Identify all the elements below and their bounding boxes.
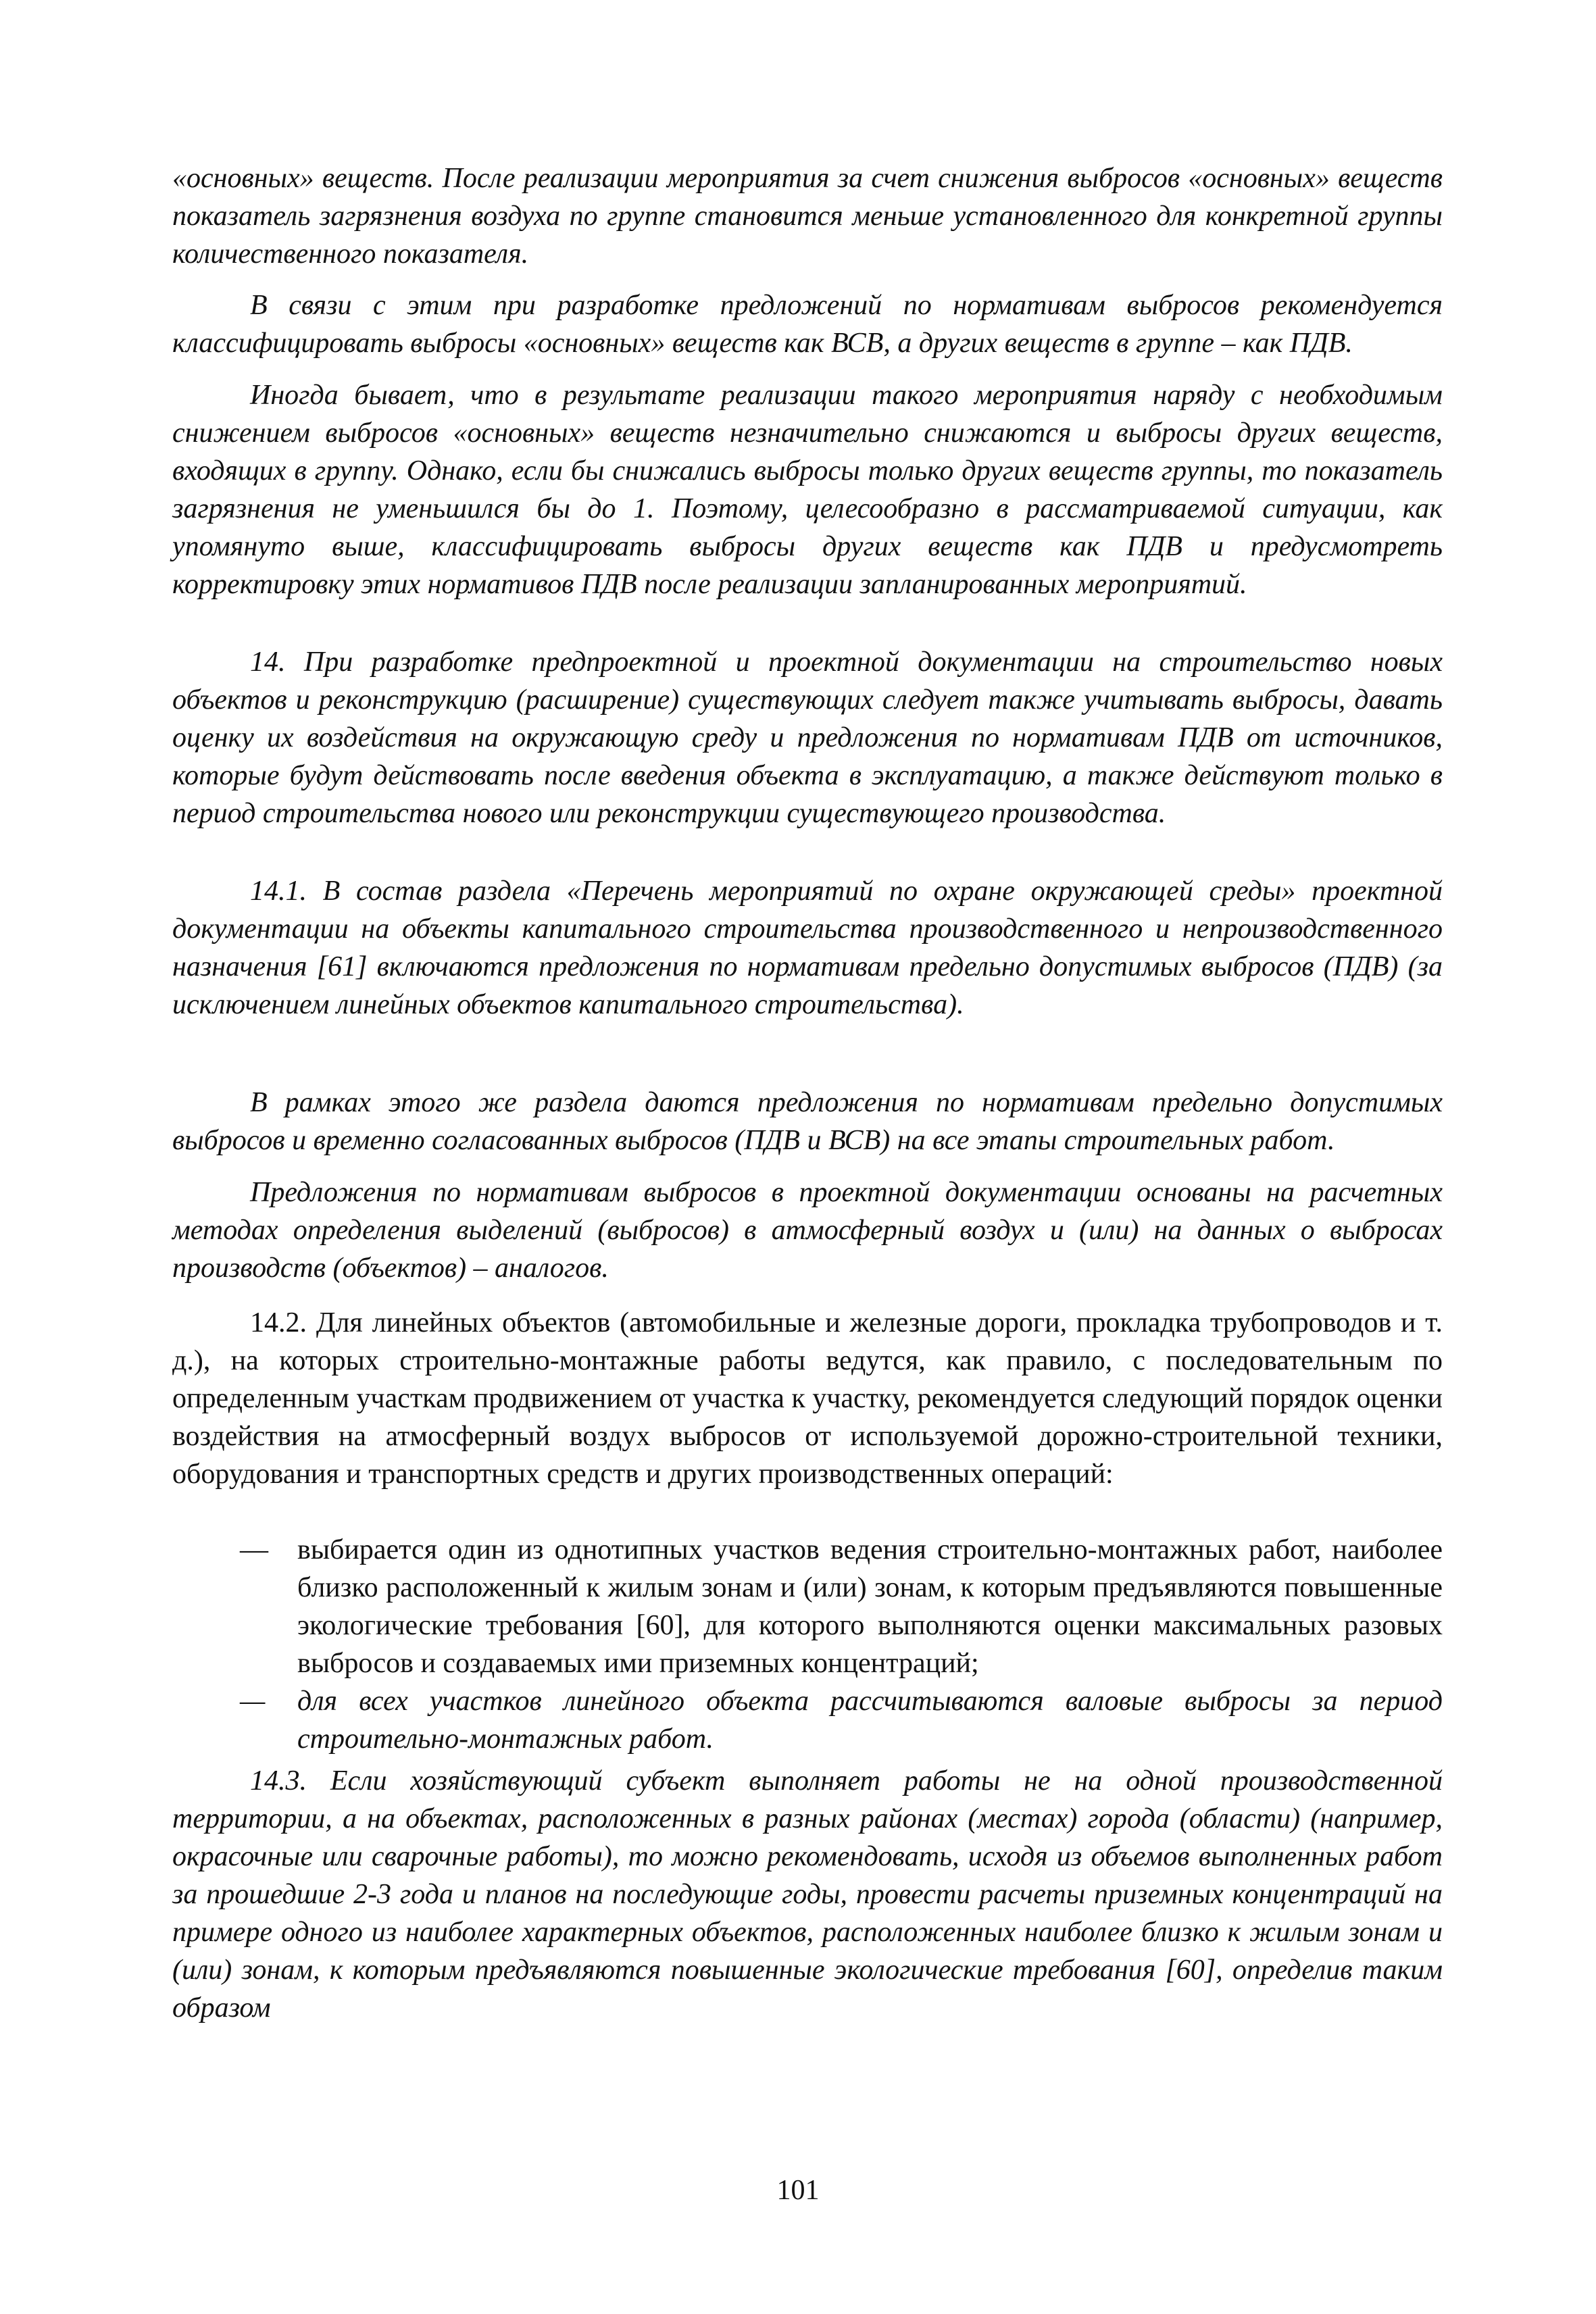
paragraph-text: 14. При разработке предпроектной и проектной документации на строительство новых объектов и реконструкцию (расширение) существующих следует также учитывать выбросы, давать оценку их воздействия на окружающую среду и предложения по нормативам ПДВ от источников, которые будут действовать после введения объекта в эксплуатацию, а также действуют только в период строительства нового или реконструкции существующего производства.: [172, 647, 1443, 829]
bullet-dash: —: [240, 1534, 268, 1565]
paragraph-text: «основных» веществ. После реализации мероприятия за счет снижения выбросов «основных» веществ показатель загрязнения воздуха по группе становится меньше установленного для конкретной группы количественного показателя.: [172, 163, 1443, 270]
paragraph-text: Иногда бывает, что в результате реализации такого мероприятия наряду с необходимым снижением выбросов «основных» веществ незначительно снижаются и выбросы других веществ, входящих в группу. Однако, если бы снижались выбросы только других веществ группы, то показатель загрязнения не уменьшился бы до 1. Поэтому, целесообразно в рассматриваемой ситуации, как упомянуто выше, классифицировать выбросы других веществ как ПДВ и предусмотреть корректировку этих нормативов ПДВ после реализации запланированных мероприятий.: [172, 380, 1443, 600]
paragraph-section-14: [172, 643, 1443, 832]
paragraph-text: В рамках этого же раздела даются предложения по нормативам предельно допустимых выбросов и временно согласованных выбросов (ПДВ и ВСВ) на все этапы строительных работ.: [172, 1087, 1443, 1156]
paragraph-text: В связи с этим при разработке предложений по нормативам выбросов рекомендуется классифицировать выбросы «основных» веществ как ВСВ, а других веществ в группе – как ПДВ.: [172, 290, 1443, 359]
paragraph-section-14-1: [172, 872, 1443, 1024]
paragraph-pdv-vsv: [172, 1084, 1443, 1159]
paragraph-classification: [172, 286, 1443, 362]
bullet-list: [172, 1531, 1443, 1758]
list-item: [172, 1531, 1443, 1682]
page-number: 101: [776, 2175, 820, 2206]
paragraph-text: Предложения по нормативам выбросов в проектной документации основаны на расчетных методах определения выделений (выбросов) в атмосферный воздух и (или) на данных о выбросах производств (объектов) – аналогов.: [172, 1177, 1443, 1284]
paragraph-section-14-2: [172, 1304, 1443, 1493]
paragraph-text: 14.2. Для линейных объектов (автомобильные и железные дороги, прокладка трубопроводов и т. д.), на которых строительно-монтажные работы ведутся, как правило, с последовательным по определенным участкам продвижением от участка к участку, рекомендуется следующий порядок оценки воздействия на атмосферный воздух выбросов от используемой дорожно-строительной техники, оборудования и транспортных средств и других производственных операций:: [172, 1307, 1443, 1490]
bullet-text: для всех участков линейного объекта рассчитываются валовые выбросы за период строительно-монтажных работ.: [297, 1686, 1443, 1755]
paragraph-proposals: [172, 1174, 1443, 1287]
paragraph-text: 14.1. В состав раздела «Перечень мероприятий по охране окружающей среды» проектной документации на объекты капитального строительства производственного и непроизводственного назначения [61] включаются предложения по нормативам предельно допустимых выбросов (ПДВ) (за исключением линейных объектов капитального строительства).: [172, 876, 1443, 1020]
bullet-dash: —: [240, 1686, 266, 1717]
paragraph-text: 14.3. Если хозяйствующий субъект выполняет работы не на одной производственной территории, а на объектах, расположенных в разных районах (местах) города (области) (например, окрасочные или сварочные работы), то можно рекомендовать, исходя из объемов выполненных работ за прошедшие 2-3 года и планов на последующие годы, провести расчеты приземных концентраций на примере одного из наиболее характерных объектов, расположенных наиболее близко к жилым зонам и (или) зонам, к которым предъявляются повышенные экологические требования [60], определив таким образом: [172, 1765, 1443, 2023]
bullet-text: выбирается один из однотипных участков ведения строительно-монтажных работ, наиболее близко расположенный к жилым зонам и (или) зонам, к которым предъявляются повышенные экологические требования [60], для которого выполняются оценки максимальных разовых выбросов и создаваемых ими приземных концентраций;: [297, 1534, 1443, 1679]
paragraph-sometimes: [172, 376, 1443, 603]
paragraph-section-14-3: [172, 1762, 1443, 2027]
list-item: [172, 1682, 1443, 1758]
paragraph-continuation: [172, 159, 1443, 273]
